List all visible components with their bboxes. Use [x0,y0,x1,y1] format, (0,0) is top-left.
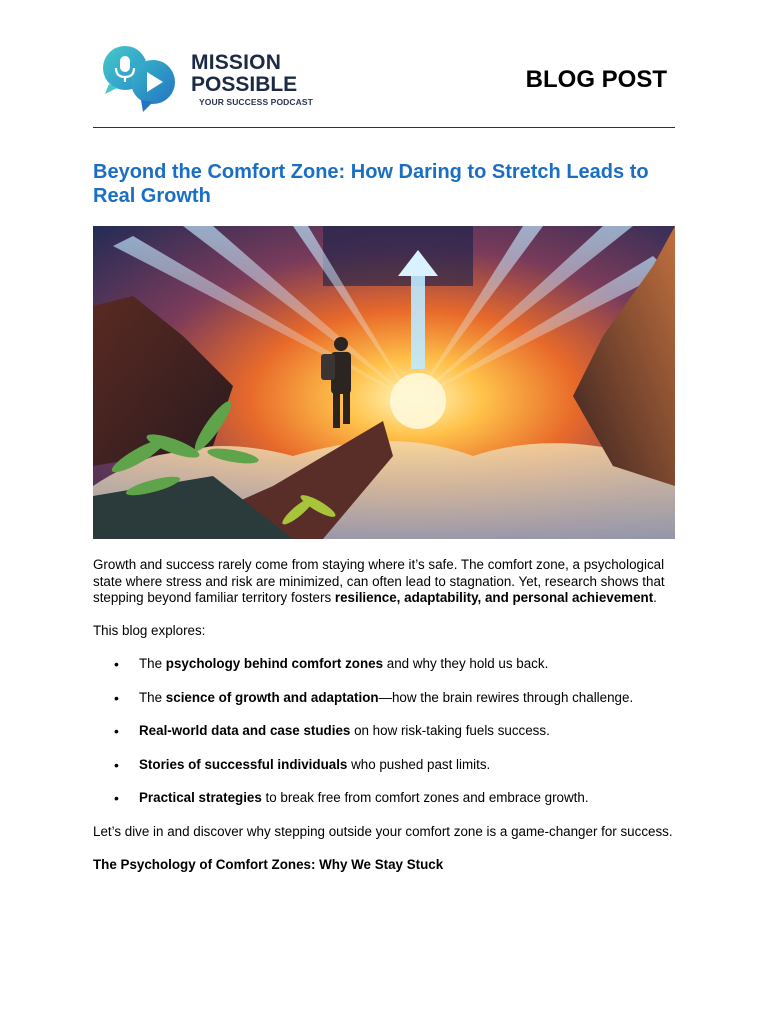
podcast-logo-icon [101,44,191,114]
bullet-icon: • [114,756,119,773]
topics-list [93,656,678,807]
list-item-text: to break free from comfort zones and embrace growth. [261,790,589,805]
list-item-text: The [139,656,166,671]
intro-paragraph [93,557,678,607]
header-divider [93,127,675,128]
closing-paragraph: Let’s dive in and discover why stepping outside your comfort zone is a game-changer for success. [93,823,673,839]
logo-wordmark-line2: POSSIBLE [191,73,298,96]
list-item-bold: Stories of successful individuals [139,756,348,772]
list-item [93,723,678,740]
list-item-bold: psychology behind comfort zones [165,656,384,671]
list-item-text: and why they hold us back. [383,656,549,671]
section-heading: The Psychology of Comfort Zones: Why We Stay Stuck [93,857,444,872]
hero-illustration [93,226,675,539]
list-item-bold: Real-world data and case studies [139,723,351,738]
list-item [93,757,678,774]
list-item-bold: science of growth and adaptation [165,689,379,705]
logo-tagline: YOUR SUCCESS PODCAST [199,97,313,107]
document-type-label: BLOG POST [525,66,667,93]
article-body [93,557,678,874]
list-item [93,690,678,707]
bullet-icon: • [114,656,119,672]
intro-emphasis: resilience, adaptability, and personal achievement [334,590,654,605]
list-item-text: The [139,689,166,705]
list-item-text: —how the brain rewires through challenge. [378,689,634,705]
article-title: Beyond the Comfort Zone: How Daring to Stretch Leads to Real Growth [93,161,649,207]
list-item-text: who pushed past limits. [347,756,491,772]
logo-wordmark-line1: MISSION [191,51,282,74]
list-item-bold: Practical strategies [139,790,262,805]
bullet-icon: • [114,723,119,739]
bullet-icon: • [114,790,119,806]
explores-label: This blog explores: [93,622,206,638]
list-item [93,656,678,673]
intro-text: Growth and success rarely come from staying where it’s safe. The comfort zone, a psychological state where stress and risk are minimized, can often lead to stagnation. Yet, research shows that stepping beyond familiar territory fosters [93,557,665,605]
bullet-icon: • [114,689,119,706]
page-header [93,40,675,128]
intro-end: . [653,590,657,605]
hero-image [93,226,675,539]
list-item [93,790,678,807]
list-item-text: on how risk-taking fuels success. [350,723,550,738]
mission-possible-logo [101,44,341,114]
